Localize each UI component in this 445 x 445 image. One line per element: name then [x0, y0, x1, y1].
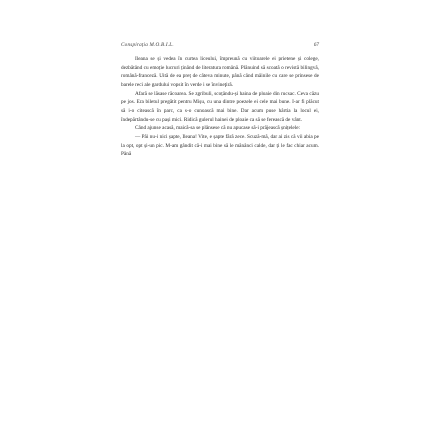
page-number: 67 — [313, 42, 319, 48]
paragraph: — Păi nu-i nici șapte, Ileana! Vite, e șapte fără zece. Scuză-mă, dar ai zis că vii abia pe la opt, opt și-un pic. M-am gândit că-i mai bine să le mănânci calde, dar ți le fac chiar acum. Până — [121, 133, 319, 158]
running-head-title: Conspirația M.O.B.I.L. — [121, 42, 174, 48]
running-head — [121, 42, 319, 48]
paragraph: Afară se lăsase răcoarea. Se zgribuli, scoțându-și haina de ploaie din rucsac. Ceva căzu pe jos. Era biletul pregătit pentru Mișu, cu una dintre poezele ei cele mai bune. I-ar fi plăcut să i-o citească în parc, ca s-o cunoască mai bine. Dar acum puse hârtia la locul ei, îndepărtându-se cu pași mici. Ridică gulerul hainei de ploaie ca să se ferească de vânt. — [121, 90, 319, 123]
paragraph: Ileana se și vedea în curtea liceului, împreună cu viitoarele ei prietene și colege, dezbătând cu emoție lucruri ținând de literatura română. Plănuind să scoată o revistă bilingvă, română-franceză. Uită de ea preț de câteva minute, până când mâinile cu care se prinsese de barele reci ale gardului vopsit în verde i se învineţiră. — [121, 56, 319, 88]
body-text — [121, 55, 319, 159]
paragraph: Când ajunse acasă, maică-sa se plânsese că nu apucase să-i prăjească șnițelele: — [135, 125, 301, 132]
